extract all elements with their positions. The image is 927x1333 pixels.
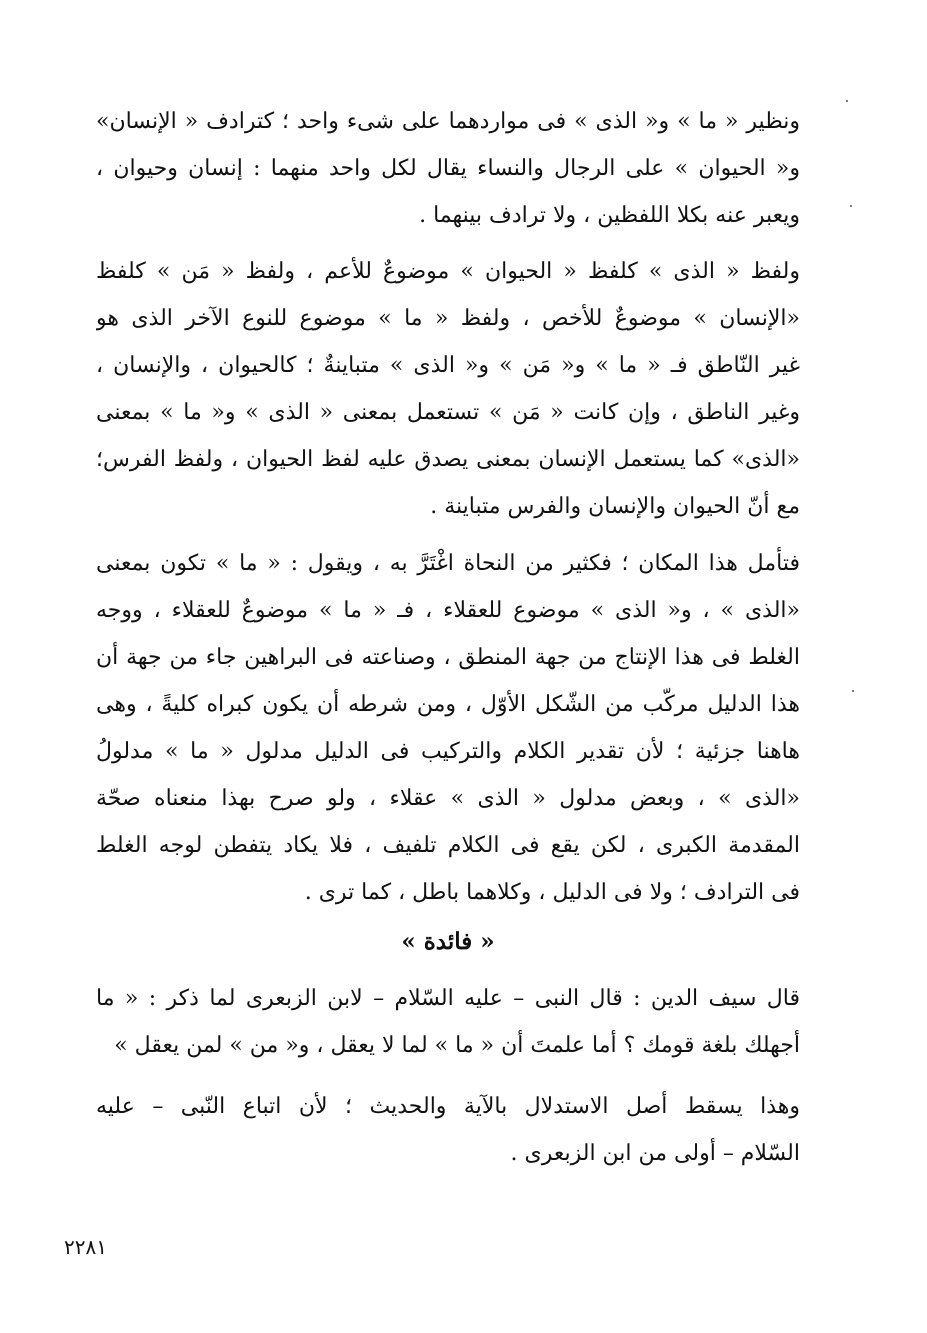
text-line: فى الترادف ؛ ولا فى الدليل ، وكلاهما باطل ، كما ترى . [304,880,800,905]
paragraph-1 [96,98,800,239]
text-line: هاهنا جزئية ؛ لأن تقدير الكلام والتركيب فى الدليل مدلول « ما » مدلولُ [96,739,800,764]
text-line: أجهلك بلغة قومك ؟ أما علمتَ أن « ما » لما لا يعقل ، و« من » لمن يعقل » [114,1033,800,1058]
text-line: غير النّاطق فـ « ما » و« مَن » و« الذى » متباينةٌ ؛ كالحيوان ، والإنسان ، [96,353,800,378]
text-line: الغلط فى هذا الإنتاج من جهة المنطق ، وصناعته فى البراهين جاء من جهة أن [96,645,800,670]
text-line: ونظير « ما » و« الذى » فى مواردهما على شىء واحد ؛ كترادف « الإنسان» [96,109,800,134]
section-heading: « فائدة » [401,928,495,955]
text-line: «الذى» كما يستعمل الإنسان بمعنى يصدق عليه لفظ الحيوان ، ولفظ الفرس؛ [96,447,800,472]
text-line: ولفظ « الذى » كلفظ « الحيوان » موضوعٌ للأعم ، ولفظ « مَن » كلفظ [96,259,800,284]
scan-speck [852,690,854,692]
text-line: فتأمل هذا المكان ؛ فكثير من النحاة اغْتَرَّ به ، ويقول : « ما » تكون بمعنى [96,551,800,576]
scan-speck [850,205,852,207]
text-line: ويعبر عنه بكلا اللفظين ، ولا ترادف بينهما . [419,203,800,228]
paragraph-2 [96,248,800,530]
text-line: هذا الدليل مركّب من الشّكل الأوّل ، ومن شرطه أن يكون كبراه كليةً ، وهى [96,692,800,717]
text-line: وهذا يسقط أصل الاستدلال بالآية والحديث ؛ لأن اتباع النّبى – عليه [96,1094,800,1119]
text-line: قال سيف الدين : قال النبى – عليه السّلام – لابن الزبعرى لما ذكر : « ما [96,986,800,1011]
text-line: السّلام – أولى من ابن الزبعرى . [510,1141,800,1166]
text-line: «الذى » ، وبعض مدلول « الذى » عقلاء ، ولو صرح بهذا منعناه صحّة [96,786,800,811]
text-line: «الإنسان » موضوعٌ للأخص ، ولفظ « ما » موضوع للنوع الآخر الذى هو [96,306,800,331]
page-number: ٢٢٨١ [64,1235,107,1259]
paragraph-4 [96,975,800,1069]
scan-speck [846,100,848,102]
paragraph-5 [96,1083,800,1177]
text-line: المقدمة الكبرى ، لكن يقع فى الكلام تلفيف ، فلا يكاد يتفطن لوجه الغلط [96,833,800,858]
paragraph-3 [96,540,800,916]
text-line: مع أنّ الحيوان والإنسان والفرس متباينة . [430,494,800,519]
text-line: «الذى » ، و« الذى » موضوع للعقلاء ، فـ « ما » موضوعٌ للعقلاء ، ووجه [96,598,800,623]
text-line: و« الحيوان » على الرجال والنساء يقال لكل واحد منهما : إنسان وحيوان ، [96,156,800,181]
text-line: وغير الناطق ، وإن كانت « مَن » تستعمل بمعنى « الذى » و« ما » بمعنى [96,400,800,425]
